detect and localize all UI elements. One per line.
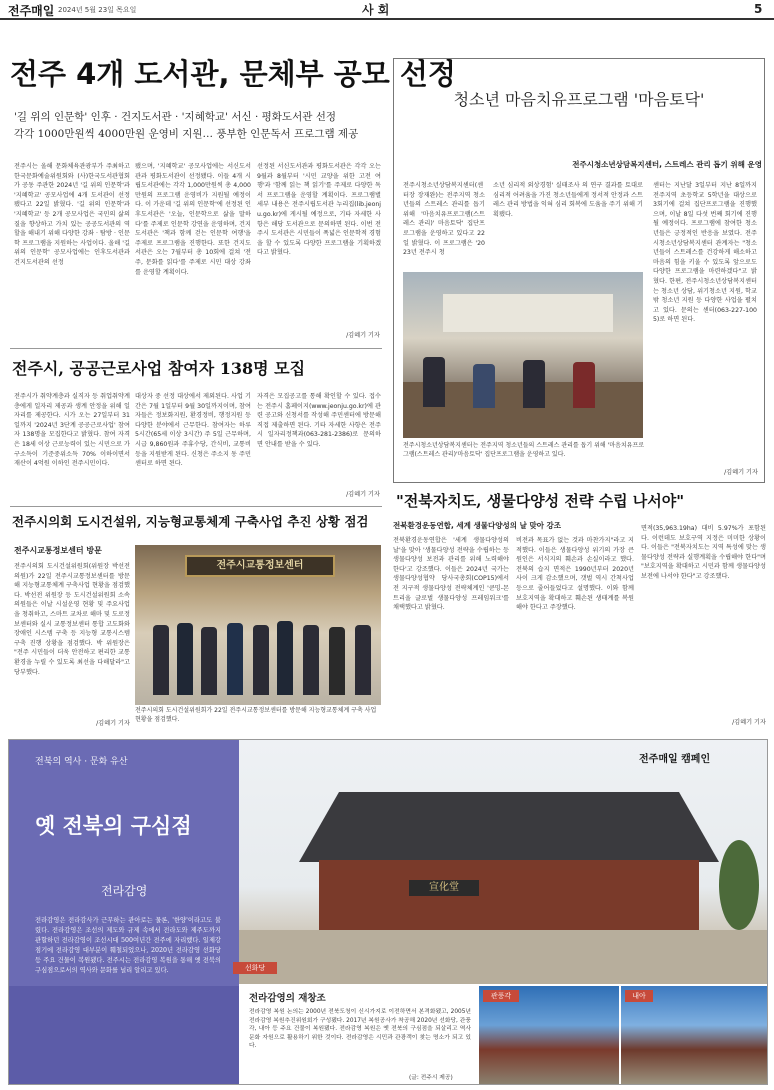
gwanpunggak-photo [479,986,619,1084]
story1-subhead-2: 각각 1000만원씩 4000만원 운영비 지원… 풍부한 인문독서 프로그램 제공 [14,128,359,140]
story3-column-1: 전주시가 취약계층과 실직자 등 취업취약계층에게 일자리 제공과 생계 안정을 위해 일자리를 제공한다. 시가 오는 27일부터 31일까지 '2024년 3단계 공공근로사업' 참여자 138명을 모집한다고 밝혔다. 참여 자격은 18세 이상 근로능력이 있는 시민으로 가구소득이 기준중위소득 70% 이하이면서 재산이 4억원 이하인 전주시민이다. [14,393,130,468]
story1-column-3: 선정된 서신도서관과 평화도서관은 각각 오는 9월과 8월부터 '시민 교양을 위한 고전 여행'과 '함께 읽는 책 읽기'를 주제로 다양한 독서 프로그램을 운영할 계획이다. 프로그램별 세부 내용은 전주시립도서관 누리집(lib.jeonju.go.kr)에 게시될 예정으로, 기타 자세한 사항은 해당 도서관으로 문의하면 된다. 이번 전주시 도서관은 시민들이 폭넓은 인문학적 경험을 할 수 있도록 다양한 프로그램을 기획하겠다고 밝혔다. [257,163,381,257]
bottom-feature [8,739,768,1085]
palace-courtyard [239,930,768,984]
story5-column-2: 비전과 목표가 없는 것과 마찬가지"라고 지적했다. 이들은 생물다양성 위기의 가장 큰 원인은 서식지의 훼손과 손실이라고 했다. 전북의 습지 면적은 1990년부터 2020년 사이 크게 감소했으며, 갯벌 역시 간척사업 등으로 줄어들었다고 설명했다. 이와 함께 보호지역을 확대하고 훼손된 생태계를 복원해야 한다고 주장했다. [516,537,634,612]
photo-label-seonhwadang: 선화당 [233,962,277,974]
story2-box [393,58,765,483]
story5-headline: "전북자치도, 생물다양성 전략 수립 나서야" [396,492,685,510]
newspaper-brand: 전주매일 [8,4,55,18]
divider [10,348,382,349]
issue-date: 2024년 5월 23일 목요일 [58,6,137,14]
story2-column-2: 소년 심리적 외상경험' 실태조사 의 연구 결과를 토대로 심리적 어려움을 가진 청소년들에게 정서적 안정과 스트레스 관리 방법을 익혀 심리 회복에 도움을 주기 위해 기획됐다. [493,182,643,218]
story2-column-1: 전주시청소년상담복지센터(센터장 장재완)는 전주지역 청소년들의 스트레스 관리를 돕기 위해 '마음치유프로그램(스트레스 관리)' 마음토닥' 집단프로그램을 운영하고 있다고 22일 밝혔다. 이 프로그램은 '2023년 전주시 청 [403,182,485,257]
story3-column-3: 자격은 모집공고를 통해 확인할 수 있다. 접수는 전주시 홈페이지(www.jeonju.go.kr)에 관련 공고와 신청서를 작성해 주민센터에 방문해 직접 제출하면 된다. 기타 자세한 사항은 전주시 일자리정책과(063-281-2386)로 문의하면 안내를 받을 수 있다. [257,393,381,448]
story1-subhead-1: '길 위의 인문학' 인후 · 건지도서관 · '지혜학교' 서신 · 평화도서관 선정 [14,111,336,123]
story1-column-1: 전주시는 올해 문화체육관광부가 주최하고 한국문화예술위원회와 (사)한국도서관협회가 공동 주관한 2024년 '길 위의 인문학'과 '지혜학교' 공모사업에 4개 도서관이 선정됐다고 22일 밝혔다. '길 위의 인문학'과 '지혜학교' 등 2개 공모사업은 국민의 삶의 질을 향상하고 가치 있는 공공도서관의 역할을 해내기 위해 다양한 강좌 · 탐방 · 인문학 프로그램을 지원하는 사업이다. 올해 '길 위의 인문학' 공모사업에는 인후도서관과 건지도서관의 선정 [14,163,130,266]
story5-column-3: 면적(35,963.19ha) 대비 5.97%가 포함된다. 이런데도 보호구역 지정은 미미한 상황이다. 이들은 "전북자치도는 지역 특성에 맞는 생물다양성 전략과 실행계획을 수립해야 한다"며 "보호지역을 확대하고 시민과 함께 생물다양성 보전에 나서야 한다"고 강조했다. [641,525,766,580]
story1-byline: /김혜기 기자 [346,332,380,339]
feature-series-label: 전북의 역사 · 문화 유산 [35,757,128,767]
seonhwadang-photo [239,740,768,984]
tree [719,840,759,930]
story5-subhead: 전북환경운동연합, 세계 생물다양성의 날 맞아 강조 [393,521,562,530]
story4-body: 전주시의회 도시건설위원회(위원장 박선전 의원)가 22일 전주시교통정보센터를 방문해 지능형교통체계 구축사업 현황을 점검했다. 박선전 위원장 등 도시건설위원회 소속 의원들은 이날 시설운영 현황 및 주요사업을 청취하고, 스마트 교차로 해마 및 도로정보센터와 실시 교통정보센터 통합 고도화와 장애인 시스템 구축 등 지능형 교통시스템 구축 진행 상황을 점검했다. 박 위원장은 "전주 시민들이 더욱 안전하고 편리한 교통 환경을 누릴 수 있도록 최선을 다해달라"고 당부했다. [14,563,130,676]
palace-signboard: 宣化堂 [409,880,479,896]
story4-headline: 전주시의회 도시건설위, 지능형교통체계 구축사업 추진 상황 점검 [12,514,369,529]
naea-photo [621,986,768,1084]
council-visit-photo [135,545,381,705]
story5-byline: /김혜기 기자 [732,719,766,726]
story2-subhead: 전주시청소년상담복지센터, 스트레스 관리 돕기 위해 운영 [572,160,762,169]
center-signboard: 전주시교통정보센터 [185,555,335,577]
classroom-photo [403,272,643,438]
story3-byline: /김혜기 기자 [346,491,380,498]
story2-headline: 청소년 마음치유프로그램 '마음토닥' [453,90,705,109]
feature-body: 전라감영은 전라감사가 근무하는 관아로는 물론, '한양'이라고도 불렸다. 전라감영은 조선의 제도와 규제 속에서 전라도와 제주도까지 관할하던 전라감영이 조선시대 500여년간 전주에 자리했다. 일제강점기에 전라감영 대부분이 훼철되었으나, 2020년 전라감영 선화당 등 주요 건물이 복원됐다. 전주시는 전라감영 복원을 통해 옛 전북의 구심점으로서의 역사와 문화를 널리 알리고 있다. [35,917,221,974]
story4-byline: /김혜기 기자 [96,720,130,727]
feature-title: 옛 전북의 구심점 [35,813,192,838]
rebuild-body: 전라감영 복원 논의는 2000년 전북도청이 신시가지로 이전하면서 본격화됐고, 2005년 전라감영 복원추진위원회가 구성됐다. 2017년 복원공사가 착공해 2020년 선화당, 관풍각, 내아 등 주요 건물이 복원됐다. 전라감영 복원은 옛 전북의 구심점을 되살리고 역사 문화 자원으로 활용하기 위한 것이다. 전라감영은 시민과 관광객이 찾는 명소가 되고 있다. [249,1009,471,1050]
rebuild-title: 전라감영의 재창조 [249,993,326,1004]
feature-subtitle: 전라감영 [101,884,148,898]
story4-photo-caption: 전주시의회 도시건설위원회가 22일 전주시교통정보센터를 방문해 지능형교통체계 구축 사업 현황을 점검했다. [135,707,377,723]
page-header [0,0,774,20]
campaign-label: 전주매일 캠페인 [639,754,711,765]
palace-roof [299,792,719,862]
story1-headline: 전주 4개 도서관, 문체부 공모 선정 [10,57,456,91]
feature-sidebar [9,740,239,1084]
palace-wall [319,860,699,930]
story4-subhead: 전주시교통정보센터 방문 [14,546,102,555]
story5-column-1: 전북환경운동연합은 '세계 생물다양성의 날'을 맞아 '생물다양성 전략을 수립하는 등 생물다양성 보전과 관리를 위해 노력해야 한다'고 강조했다. 이들은 2024년 국가는 생물다양성협약 당사국총회(COP15)에서 전 지구적 생물다양성 전략체계인 '쿤밍-몬트리올 글로벌 생물다양성 프레임워크'를 채택했다고 밝혔다. [393,537,509,612]
whiteboard [443,294,613,332]
story2-byline: /김혜기 기자 [724,469,758,476]
rebuild-credit: (글: 전주시 제공) [409,1075,453,1081]
story3-column-2: 대상자 중 선정 대상에서 제외된다. 사업 기간은 7월 1일부터 9월 30일까지이며, 참여자들은 정보화지원, 환경정비, 행정지원 등 다양한 분야에서 근무한다. 참여자는 하루 5시간(65세 이상 3시간) 주 5일 근무하며, 시급 9,860원과 주휴수당, 간식비, 교통비 등을 지원받게 된다. 신청은 주소지 동 주민센터로 하면 된다. [135,393,251,468]
story2-column-3: 센터는 지난달 3일부터 지난 8일까지 전주지역 초등학교 5학년을 대상으로 3회기에 걸쳐 집단프로그램을 진행했으며, 이날 8일 다섯 번째 회기에 진행될 예정이다. 프로그램에 참여한 청소년들은 긍정적인 반응을 보였다. 전주시청소년상담복지센터 관계자는 "청소년들이 스트레스를 건강하게 해소하고 마음의 힘을 키울 수 있도록 앞으로도 다양한 프로그램을 마련하겠다"고 밝혔다. 한편, 전주시청소년상담복지센터는 청소년 상담, 위기청소년 지원, 학교밖 청소년 지원 등 다양한 사업을 펼치고 있다. 문의는 센터(063-227-1005)로 하면 된다. [653,182,757,324]
page-number: 5 [754,2,763,16]
story2-photo-caption: 전주시청소년상담복지센터는 전주지역 청소년들의 스트레스 관리를 돕기 위해 '마음치유프로그램(스트레스 관리)'마음토닥' 집단프로그램을 운영하고 있다. [403,442,645,458]
rebuild-article [239,986,479,1084]
story3-headline: 전주시, 공공근로사업 참여자 138명 모집 [12,359,306,378]
photo-label-naea: 내아 [625,990,653,1002]
story1-column-2: 됐으며, '지혜학교' 공모사업에는 서신도서관과 평화도서관이 선정됐다. 이들 4개 시립도서관에는 각각 1,000만원씩 총 4,000만원의 프로그램 운영비가 지원될 예정이다. 이 가운데 '길 위의 인문학'에 선정된 인후도서관은 '오늘, 인문학으로 삶을 말하다'를 주제로 인문학 강연을 운영하며, 건지도서관은 '책과 함께 걷는 인문학 여행'을 주제로 프로그램을 진행한다. 또한 건지도서관은 오는 7월부터 총 10회에 걸쳐 '전주, 문화를 읽다'를 주제로 시민 대상 강좌를 운영할 계획이다. [135,163,251,276]
section-title: 사 회 [362,3,390,17]
divider [10,506,382,507]
photo-label-gwanpunggak: 관풍각 [483,990,519,1002]
